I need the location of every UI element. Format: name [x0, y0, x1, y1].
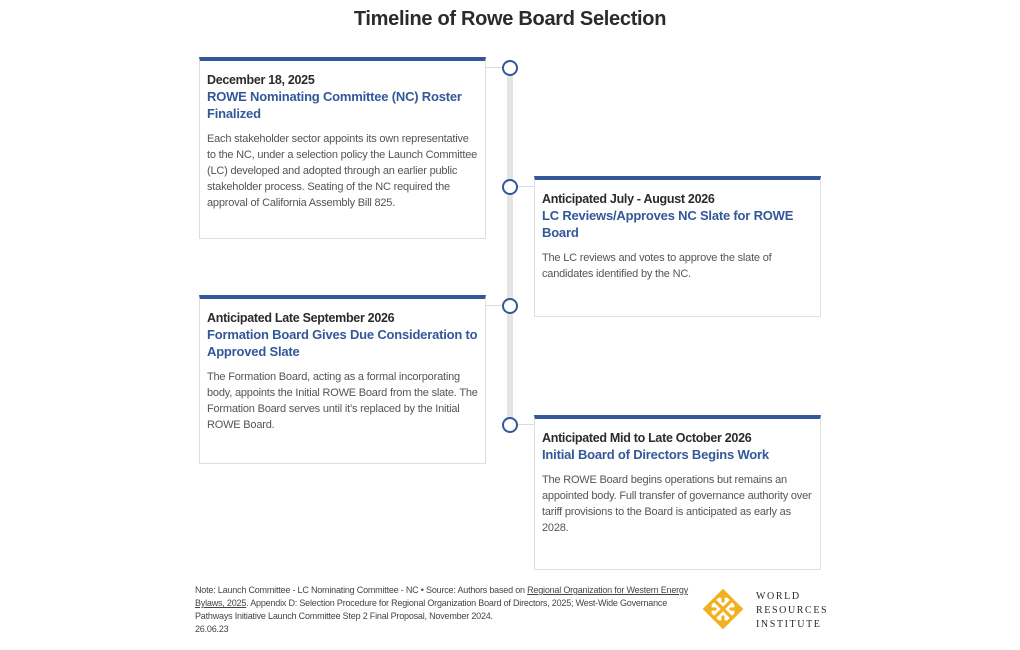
timeline-node [502, 179, 518, 195]
timeline-node [502, 298, 518, 314]
source-note [195, 584, 695, 636]
event-date: Anticipated Late September 2026 [207, 311, 395, 325]
timeline-node [502, 60, 518, 76]
source-link[interactable]: Regional Organization for Western Energy Bylaws, 2025 [195, 585, 689, 608]
event-date: Anticipated Mid to Late October 2026 [542, 431, 752, 445]
timeline-card-1 [199, 57, 486, 239]
timeline-card-2 [534, 176, 821, 317]
note-date: 26.06.23 [195, 624, 229, 634]
wri-logo-icon [702, 588, 744, 630]
event-heading: LC Reviews/Approves NC Slate for ROWE Board [542, 208, 794, 240]
page-title: Timeline of Rowe Board Selection [353, 8, 667, 30]
event-description: Each stakeholder sector appoints its own representative to the NC, under a selection policy the Launch Committee (LC) developed and adopted through an earlier public stakeholder process. Seating of the NC required the approval of California Assembly Bill 825. [207, 133, 478, 209]
wri-logo [702, 588, 832, 632]
logo-line-3: INSTITUTE [756, 619, 822, 630]
event-description: The LC reviews and votes to approve the slate of candidates identified by the NC. [542, 252, 772, 280]
logo-line-2: RESOURCES [756, 605, 829, 616]
timeline-card-4 [534, 415, 821, 570]
event-heading: Formation Board Gives Due Consideration to Approved Slate [207, 327, 478, 359]
event-date: Anticipated July - August 2026 [542, 192, 715, 206]
note-suffix: . Appendix D: Selection Procedure for Regional Organization Board of Directors, 2025; West-Wide Governance Pathways Initiative Launch Committee Step 2 Final Proposal, November 2024. [195, 598, 668, 621]
event-heading: ROWE Nominating Committee (NC) Roster Finalized [207, 89, 462, 121]
wri-logo-text [756, 590, 828, 632]
logo-line-1: WORLD [756, 591, 801, 602]
timeline-spine [507, 68, 513, 426]
event-description: The ROWE Board begins operations but remains an appointed body. Full transfer of governance authority over tariff provisions to the Board is anticipated as early as 2028. [542, 474, 812, 534]
note-prefix: Note: Launch Committee - LC Nominating Committee - NC • Source: Authors based on [195, 585, 528, 595]
timeline-node [502, 417, 518, 433]
event-date: December 18, 2025 [207, 73, 315, 87]
timeline-card-3 [199, 295, 486, 464]
event-description: The Formation Board, acting as a formal incorporating body, appoints the Initial ROWE Board from the slate. The Formation Board serves until it’s replaced by the Initial ROWE Board. [207, 371, 478, 431]
event-heading: Initial Board of Directors Begins Work [542, 447, 769, 462]
